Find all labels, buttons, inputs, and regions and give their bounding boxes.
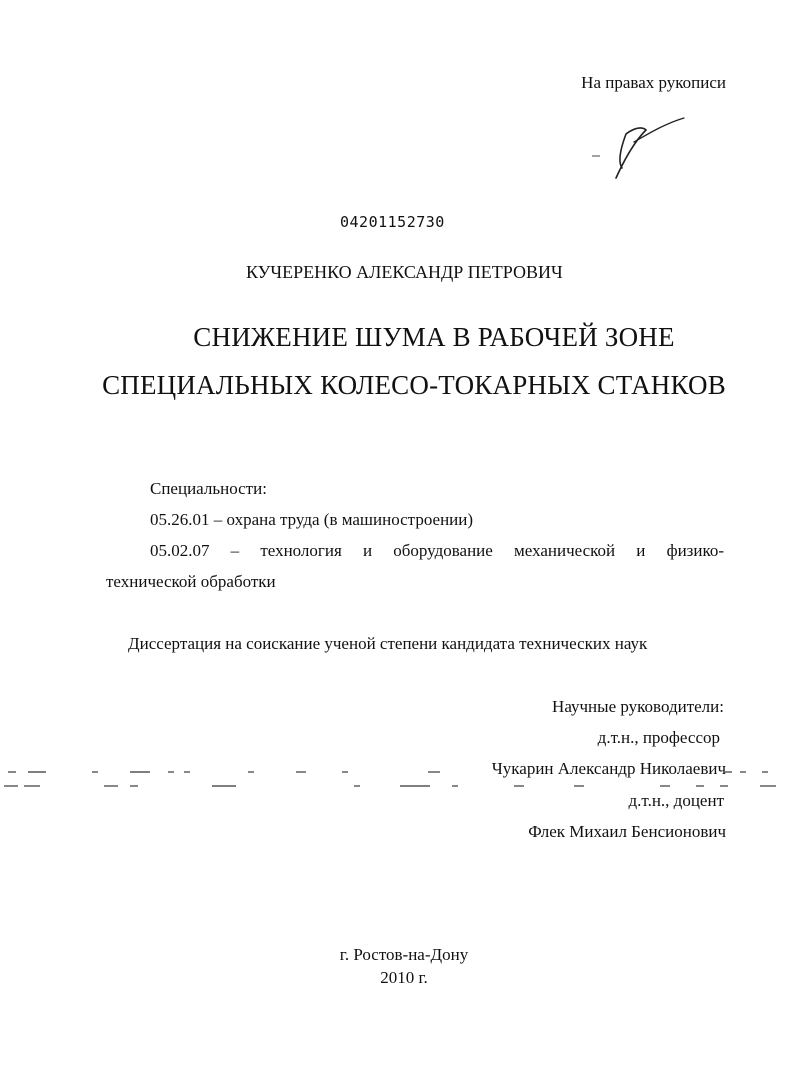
- dissertation-statement: Диссертация на соискание ученой степени кандидата технических наук: [128, 634, 648, 653]
- specialty-1: 05.26.01 – охрана труда (в машиностроении): [150, 510, 474, 529]
- specialty-2-continuation: технической обработки: [106, 572, 276, 591]
- specialty-2-line: [150, 541, 724, 561]
- supervisor-2-degree: д.т.н., доцент: [628, 791, 724, 810]
- title-line-1: СНИЖЕНИЕ ШУМА В РАБОЧЕЙ ЗОНЕ: [193, 322, 675, 352]
- handwritten-signature: [586, 112, 696, 182]
- specialty-2-word: физико-: [666, 541, 725, 560]
- catalog-number: 04201152730: [340, 213, 445, 231]
- specialty-2-word: технология: [260, 541, 342, 560]
- specialty-2-word: оборудование: [393, 541, 493, 560]
- specialty-2-word: 05.02.07: [150, 541, 210, 560]
- author-name: КУЧЕРЕНКО АЛЕКСАНДР ПЕТРОВИЧ: [246, 262, 563, 282]
- supervisor-1-name: Чукарин Александр Николаевич: [491, 759, 726, 778]
- supervisor-2-name: Флек Михаил Бенсионович: [528, 822, 726, 841]
- supervisors-label: Научные руководители:: [552, 697, 724, 716]
- specialties-label: Специальности:: [150, 479, 267, 498]
- title-line-2: СПЕЦИАЛЬНЫХ КОЛЕСО-ТОКАРНЫХ СТАНКОВ: [102, 370, 726, 400]
- specialty-2-word: –: [230, 541, 240, 560]
- specialty-2-word: и: [636, 541, 646, 560]
- specialty-2-word: механической: [513, 541, 616, 560]
- city: г. Ростов-на-Дону: [339, 945, 469, 964]
- scan-artifact-dashes: [0, 766, 792, 806]
- manuscript-rights-note: На правах рукописи: [581, 73, 726, 92]
- specialty-2-word: и: [362, 541, 373, 560]
- year: 2010 г.: [380, 968, 428, 987]
- supervisor-1-degree: д.т.н., профессор: [597, 728, 720, 747]
